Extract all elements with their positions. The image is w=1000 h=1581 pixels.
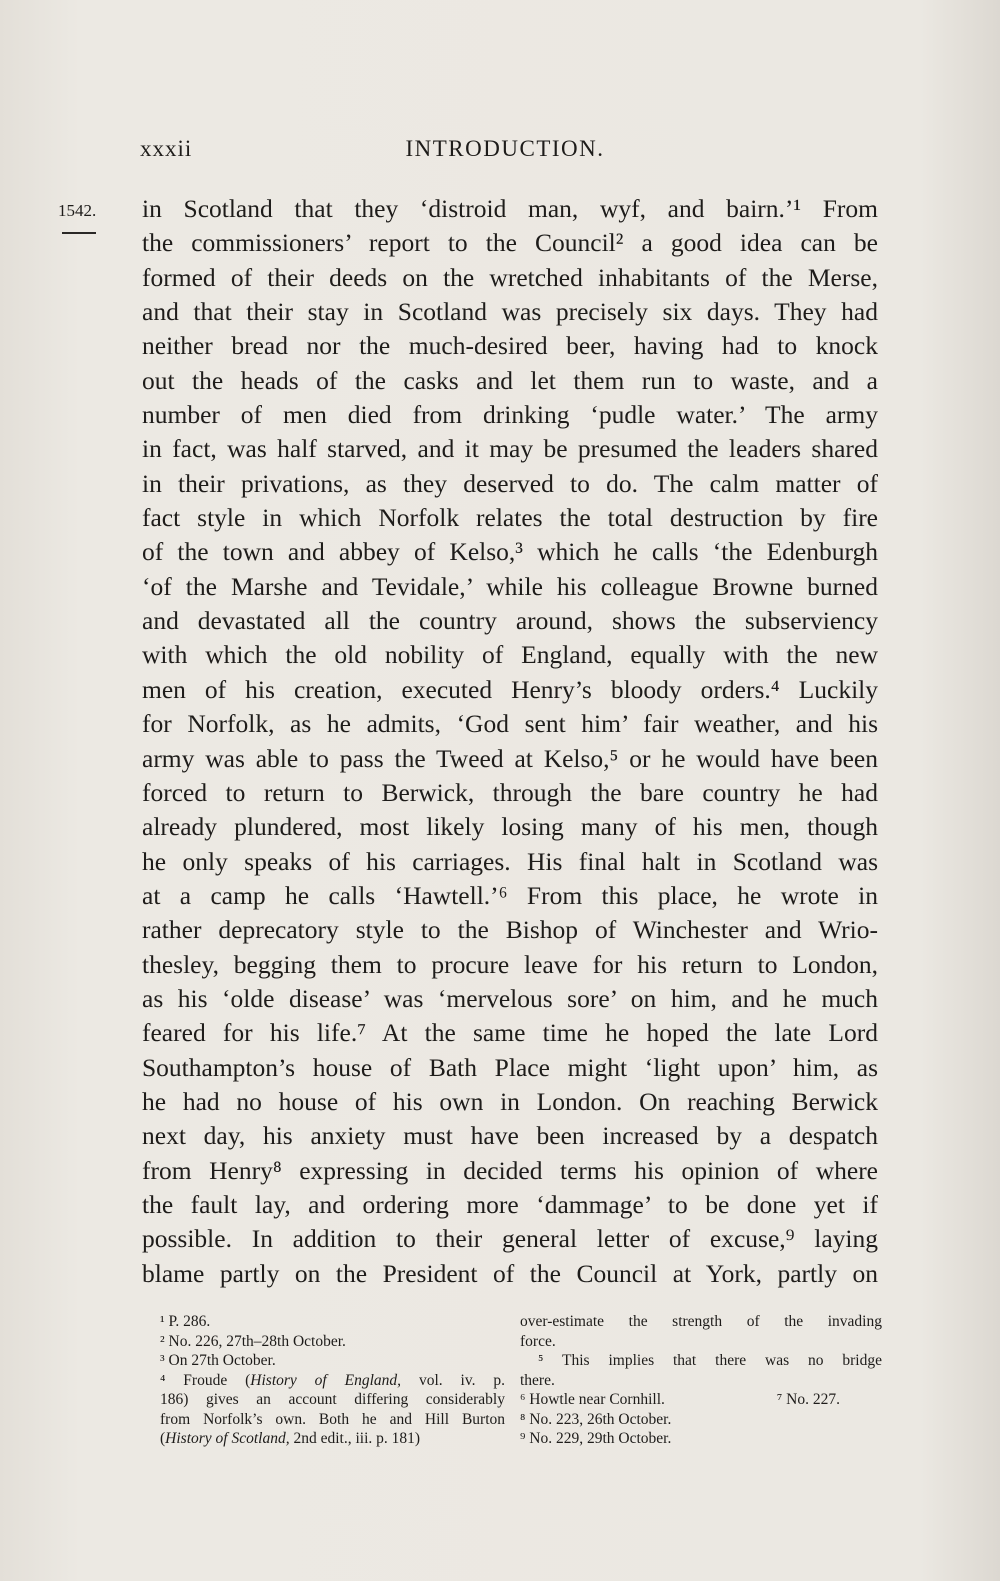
footnote-5-line-1: ⁵ This implies that there was no bridge bbox=[538, 1352, 882, 1369]
body-text bbox=[142, 192, 878, 1291]
footnote-2: ² No. 226, 27th–28th October. bbox=[160, 1332, 346, 1350]
footnote-3: ³ On 27th October. bbox=[160, 1352, 276, 1369]
footnote-4-line-4: (History of Scotland, 2nd edit., iii. p. 181) bbox=[160, 1430, 421, 1447]
body-line: ‘of the Marshe and Tevidale,’ while his colleague Browne burned bbox=[142, 571, 878, 601]
footnote-1: ¹ P. 286. bbox=[160, 1313, 211, 1330]
body-line: feared for his life.⁷ At the same time he hoped the late Lord bbox=[142, 1018, 878, 1048]
body-line: as his ‘olde disease’ was ‘mervelous sore’ on him, and he much bbox=[142, 983, 878, 1013]
body-line: with which the old nobility of England, equally with the new bbox=[142, 640, 878, 670]
footnote-4-line-2: 186) gives an account differing considerably bbox=[160, 1391, 505, 1408]
footnote-5-line-2: there. bbox=[520, 1371, 555, 1389]
body-line: from Henry⁸ expressing in decided terms his opinion of where bbox=[142, 1155, 878, 1185]
footnotes-left-column bbox=[160, 1312, 505, 1449]
page-header bbox=[0, 136, 1000, 176]
body-line: he only speaks of his carriages. His final halt in Scotland was bbox=[142, 846, 878, 876]
body-line: already plundered, most likely losing many of his men, though bbox=[142, 812, 878, 842]
footnote-9: ⁹ No. 229, 29th October. bbox=[520, 1430, 672, 1447]
footnote-4-continued-1: over-estimate the strength of the invading bbox=[520, 1313, 882, 1330]
body-line: in fact, was half starved, and it may be presumed the leaders shared bbox=[142, 434, 878, 464]
body-line: he had no house of his own in London. On reaching Berwick bbox=[142, 1086, 878, 1116]
footnote-6: ⁶ Howtle near Cornhill. bbox=[520, 1391, 665, 1408]
footnote-7: ⁷ No. 227. bbox=[776, 1391, 840, 1408]
body-line: army was able to pass the Tweed at Kelso,⁵ or he would have been bbox=[142, 743, 878, 773]
footnotes bbox=[0, 1312, 1000, 1492]
margin-rule bbox=[62, 232, 96, 234]
body-line: number of men died from drinking ‘pudle water.’ The army bbox=[142, 400, 878, 430]
page-number: xxxii bbox=[140, 136, 193, 161]
footnote-6-7-line bbox=[520, 1390, 882, 1410]
body-line: rather deprecatory style to the Bishop of Winchester and Wrio- bbox=[142, 915, 878, 945]
body-line: at a camp he calls ‘Hawtell.’⁶ From this place, he wrote in bbox=[142, 880, 878, 910]
footnote-4-continued-2: force. bbox=[520, 1332, 556, 1350]
body-line: of the town and abbey of Kelso,³ which he calls ‘the Edenburgh bbox=[142, 537, 878, 567]
body-line: blame partly on the President of the Council at York, partly on bbox=[142, 1258, 878, 1288]
body-line: forced to return to Berwick, through the bare country he had bbox=[142, 777, 878, 807]
running-title: INTRODUCTION. bbox=[405, 136, 605, 161]
body-line: fact style in which Norfolk relates the total destruction by fire bbox=[142, 503, 878, 533]
body-line: formed of their deeds on the wretched inhabitants of the Merse, bbox=[142, 262, 878, 292]
footnote-4-line-3: from Norfolk’s own. Both he and Hill Burton bbox=[160, 1410, 505, 1428]
body-line: the fault lay, and ordering more ‘dammage’ to be done yet if bbox=[142, 1189, 878, 1219]
body-line: men of his creation, executed Henry’s bloody orders.⁴ Luckily bbox=[142, 674, 878, 704]
body-line: and devastated all the country around, shows the subserviency bbox=[142, 606, 878, 636]
body-line: next day, his anxiety must have been increased by a despatch bbox=[142, 1121, 878, 1151]
body-line: the commissioners’ report to the Council² a good idea can be bbox=[142, 228, 878, 258]
body-line: neither bread nor the much-desired beer, having had to knock bbox=[142, 331, 878, 361]
body-line: out the heads of the casks and let them run to waste, and a bbox=[142, 365, 878, 395]
body-line: thesley, begging them to procure leave for his return to London, bbox=[142, 949, 878, 979]
footnote-8: ⁸ No. 223, 26th October. bbox=[520, 1410, 672, 1428]
body-line: and that their stay in Scotland was precisely six days. They had bbox=[142, 297, 878, 327]
body-line: Southampton’s house of Bath Place might ‘light upon’ him, as bbox=[142, 1052, 878, 1082]
body-line: in Scotland that they ‘distroid man, wyf, and bairn.’¹ From bbox=[142, 194, 878, 223]
body-line: in their privations, as they deserved to do. The calm matter of bbox=[142, 468, 878, 498]
margin-year-note: 1542. bbox=[58, 201, 97, 220]
footnote-4-line-1: ⁴ Froude (History of England, vol. iv. p. bbox=[160, 1371, 505, 1389]
body-line: possible. In addition to their general letter of excuse,⁹ laying bbox=[142, 1224, 878, 1254]
footnotes-right-column bbox=[520, 1312, 882, 1449]
body-line: for Norfolk, as he admits, ‘God sent him’ fair weather, and his bbox=[142, 709, 878, 739]
